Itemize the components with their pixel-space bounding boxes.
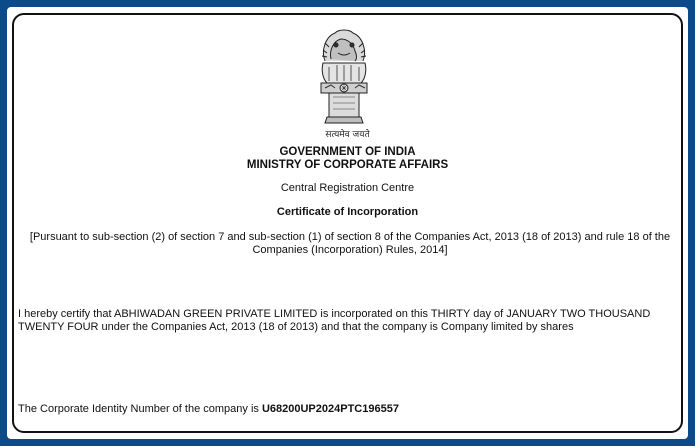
certificate-title: Certificate of Incorporation (276, 206, 419, 218)
legal-reference: [Pursuant to sub-section (2) of section 7 and sub-section (1) of section 8 of the Companies Act, 2013 (18 of 2013) and rule 18 of the Companies (Incorporation) Rules, 2014] (29, 231, 671, 256)
national-motto: सत्यमेव जयते (325, 130, 370, 140)
cin-line (18, 403, 399, 415)
outer-frame (7, 7, 688, 439)
ministry-heading: MINISTRY OF CORPORATE AFFAIRS (246, 159, 449, 171)
cin-label: The Corporate Identity Number of the company is (18, 403, 262, 415)
issuing-authority (14, 146, 681, 172)
government-heading: GOVERNMENT OF INDIA (279, 146, 416, 158)
national-emblem-icon (311, 23, 377, 129)
certificate (12, 13, 683, 433)
certification-statement: I hereby certify that ABHIWADAN GREEN PRIVATE LIMITED is incorporated on this THIRTY day of JANUARY TWO THOUSAND TWENTY FOUR under the Companies Act, 2013 (18 of 2013) and that the company is Company limited by shares (18, 308, 651, 333)
cin-value: U68200UP2024PTC196557 (261, 403, 399, 415)
registration-centre: Central Registration Centre (280, 182, 415, 194)
